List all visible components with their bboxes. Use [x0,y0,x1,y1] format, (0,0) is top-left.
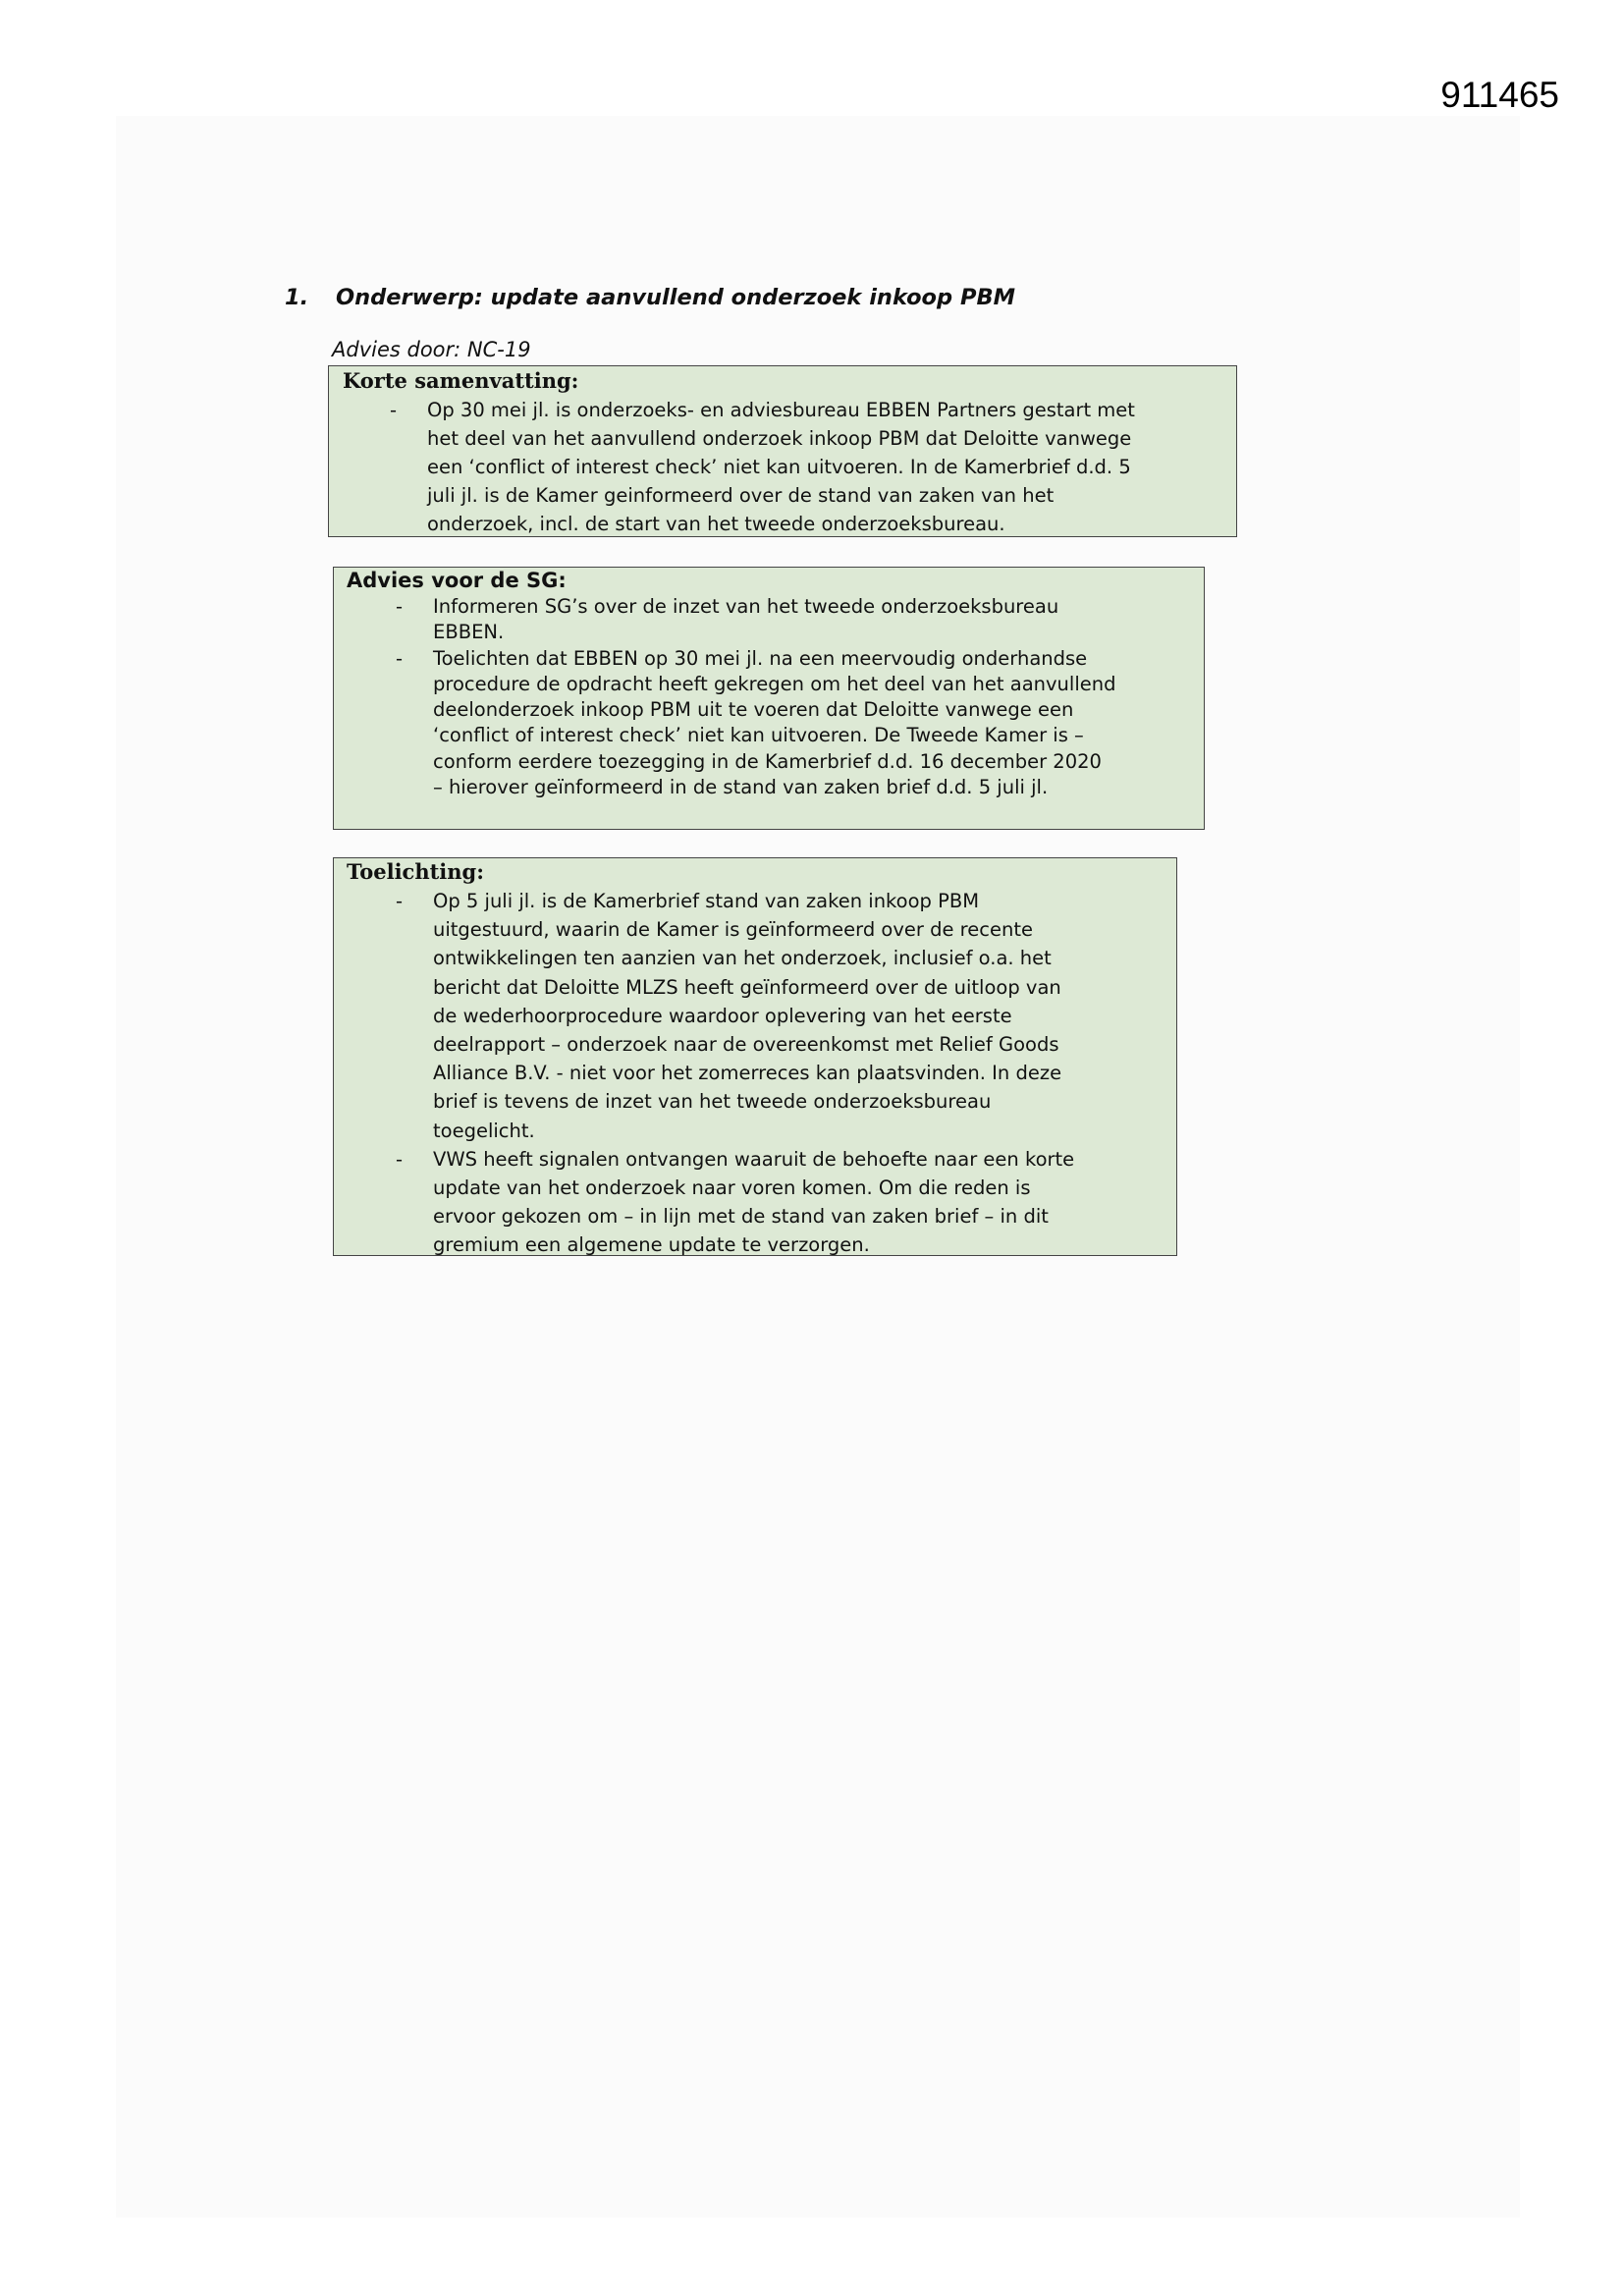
advice-bullet [396,646,1116,801]
bullet-line: Informeren SG’s over de inzet van het tweede onderzoeksbureau [433,595,1059,618]
bullet-line: juli jl. is de Kamer geinformeerd over de stand van zaken van het [427,484,1055,507]
advice-box [333,567,1205,830]
bullet-line: een ‘conflict of interest check’ niet kan uitvoeren. In de Kamerbrief d.d. 5 [427,456,1131,478]
bullet-dash: - [390,399,398,421]
bullet-line: – hierover geïnformeerd in de stand van zaken brief d.d. 5 juli jl. [433,776,1049,799]
bullet-dash: - [396,1147,404,1171]
bullet-line: Toelichten dat EBBEN op 30 mei jl. na een meervoudig onderhandse [433,646,1088,670]
bullet-line: Op 5 juli jl. is de Kamerbrief stand van zaken inkoop PBM [433,890,980,912]
bullet-line: deelrapport – onderzoek naar de overeenkomst met Relief Goods [433,1033,1059,1057]
bullet-line: Op 30 mei jl. is onderzoeks- en adviesbureau EBBEN Partners gestart met [427,399,1135,421]
bullet-line: brief is tevens de inzet van het tweede onderzoeksbureau [433,1090,992,1114]
bullet-line: onderzoek, incl. de start van het tweede onderzoeksbureau. [427,513,1005,535]
bullet-line: ontwikkelingen ten aanzien van het onderzoek, inclusief o.a. het [433,947,1052,970]
bullet-line: Alliance B.V. - niet voor het zomerreces kan plaatsvinden. In deze [433,1062,1062,1085]
bullet-line: ‘conflict of interest check’ niet kan uitvoeren. De Tweede Kamer is – [433,724,1084,747]
bullet-line: conform eerdere toezegging in de Kamerbrief d.d. 16 december 2020 [433,749,1102,773]
explanation-box-title: Toelichting: [347,859,484,884]
bullet-line: uitgestuurd, waarin de Kamer is geïnformeerd over de recente [433,918,1033,942]
bullet-line: EBBEN. [433,621,505,644]
bullet-line: bericht dat Deloitte MLZS heeft geïnformeerd over de uitloop van [433,975,1061,999]
document-id: 911465 [1440,75,1559,115]
bullet-line: procedure de opdracht heeft gekregen om het deel van het aanvullend [433,672,1116,695]
bullet-line: deelonderzoek inkoop PBM uit te voeren dat Deloitte vanwege een [433,698,1074,722]
advice-bullet-list [396,594,1116,800]
explanation-bullet-list [396,887,1075,1260]
bullet-line: update van het onderzoek naar voren komen. Om die reden is [433,1176,1031,1200]
summary-box [328,365,1237,537]
bullet-line: het deel van het aanvullend onderzoek inkoop PBM dat Deloitte vanwege [427,427,1132,450]
explanation-bullet [396,1145,1075,1260]
explanation-box [333,857,1177,1256]
bullet-line: VWS heeft signalen ontvangen waaruit de behoefte naar een korte [433,1147,1075,1171]
section-title: Onderwerp: update aanvullend onderzoek inkoop PBM [336,285,1015,310]
bullet-dash: - [396,890,404,912]
section-number: 1. [285,285,309,310]
bullet-line: de wederhoorprocedure waardoor oplevering van het eerste [433,1004,1012,1027]
summary-box-title: Korte samenvatting: [343,368,579,393]
advies-door: Advies door: NC-19 [332,338,531,361]
summary-bullet [390,396,1135,538]
summary-bullet-list [390,396,1135,538]
bullet-line: ervoor gekozen om – in lijn met de stand van zaken brief – in dit [433,1205,1049,1229]
advice-box-title: Advies voor de SG: [347,569,567,592]
bullet-line: gremium een algemene update te verzorgen. [433,1233,870,1257]
bullet-dash: - [396,595,404,618]
section-heading [285,285,1227,318]
bullet-line: toegelicht. [433,1119,535,1142]
explanation-bullet [396,887,1074,1145]
bullet-dash: - [396,646,404,670]
advice-bullet [396,594,1115,646]
